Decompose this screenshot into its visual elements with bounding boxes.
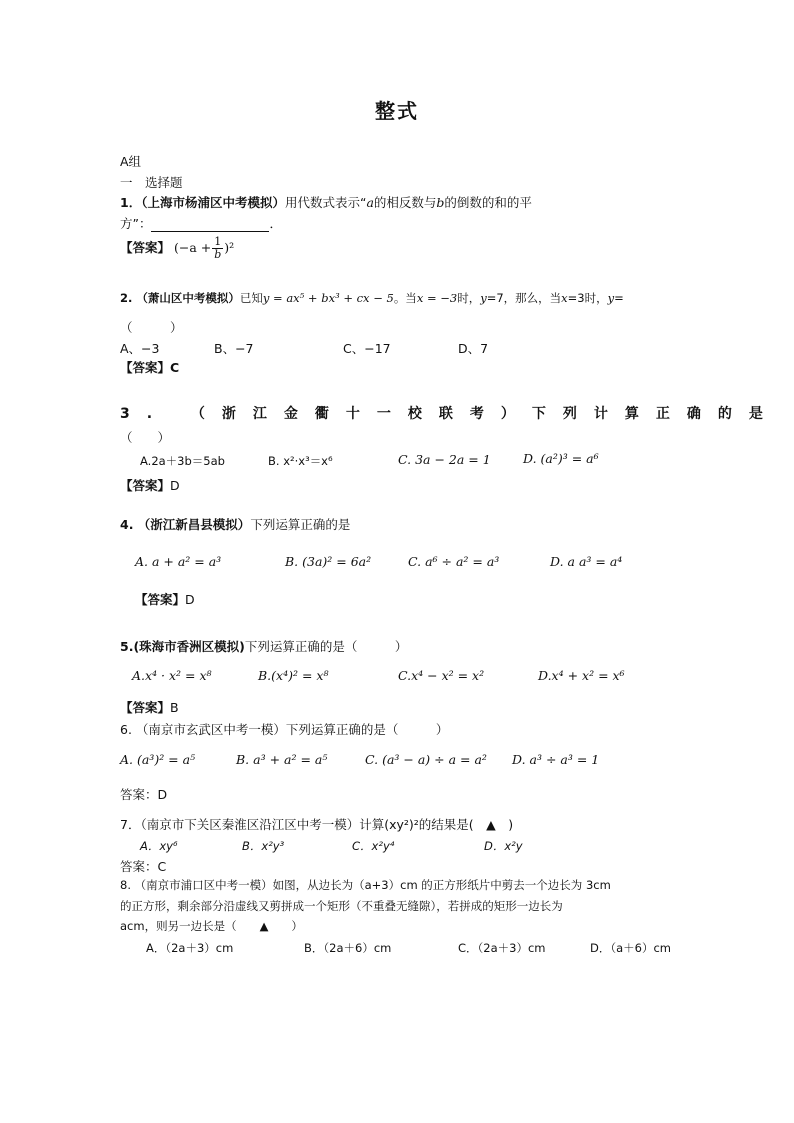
question-8-line-3: acm，则另一边长是（ ▲ ）	[120, 919, 303, 933]
question-1-line-1: 1．（上海市杨浦区中考模拟）用代数式表示“a的相反数与b的倒数的和的平	[120, 195, 532, 210]
question-5-option-b: B.(x⁴)² = x⁸	[258, 668, 329, 683]
question-3-option-c: C. 3a − 2a = 1	[398, 452, 491, 467]
question-6-option-d: D. a³ ÷ a³ = 1	[512, 752, 600, 767]
question-3-option-d: D. (a²)³ = a⁶	[523, 451, 599, 466]
question-7-option-c: C．x²y⁴	[352, 839, 395, 853]
question-3-line-1: 3. （浙江金衢十一校联考）下列计算正确的是	[120, 406, 780, 422]
question-7-option-b: B．x²y³	[242, 839, 285, 853]
question-7-option-a: A．xy⁶	[140, 839, 178, 853]
question-2-line-1: 2. （萧山区中考模拟）已知y = ax⁵ + bx³ + cx − 5。当x = −3时，y=7，那么，当x=3时，y=	[120, 291, 624, 305]
group-label: A组	[120, 154, 142, 169]
question-3-option-a: A.2a＋3b＝5ab	[140, 454, 225, 468]
question-5-answer: 【答案】B	[120, 700, 179, 715]
question-5-option-d: D.x⁴ + x² = x⁶	[538, 668, 625, 683]
question-8-option-a: A．（2a＋3）cm	[146, 941, 234, 955]
question-2-option-a: A、−3	[120, 341, 160, 356]
question-2-option-b: B、−7	[214, 341, 254, 356]
fraction: $\frac{1}{b}$	[214, 235, 222, 261]
page-title: 整式	[375, 99, 419, 123]
question-6-line-1: 6. （南京市玄武区中考一模）下列运算正确的是（ ）	[120, 722, 449, 737]
question-4-option-d: D. a a³ = a⁴	[550, 554, 623, 569]
question-4-option-c: C. a⁶ ÷ a² = a³	[408, 554, 500, 569]
question-8-line-2: 的正方形，剩余部分沿虚线又剪拼成一个矩形（不重叠无缝隙），若拼成的矩形一边长为	[120, 899, 563, 913]
question-4-option-a: A. a + a² = a³	[135, 554, 222, 569]
question-7-option-d: D．x²y	[484, 839, 523, 853]
question-8-option-b: B．（2a＋6）cm	[304, 941, 392, 955]
question-4-line-1: 4. （浙江新昌县模拟）下列运算正确的是	[120, 517, 351, 532]
question-4-option-b: B. (3a)² = 6a²	[285, 554, 372, 569]
question-8-option-d: D．（a＋6）cm	[590, 941, 671, 955]
question-5-option-a: A.x⁴ · x² = x⁸	[132, 668, 212, 683]
question-6-option-b: B. a³ + a² = a⁵	[236, 752, 328, 767]
section-heading: 一 选择题	[120, 175, 183, 190]
question-2-option-c: C、−17	[343, 341, 391, 356]
question-1-answer: 【答案】 (−a + $\frac{1}{b}$ )²	[120, 235, 235, 261]
question-3-option-b: B. x²·x³＝x⁶	[268, 454, 333, 468]
question-6-answer: 答案：D	[120, 787, 168, 802]
question-3-answer: 【答案】D	[120, 478, 180, 493]
answer-blank	[151, 219, 269, 232]
question-7-answer: 答案：C	[120, 859, 167, 874]
question-2-paren: （ ）	[120, 320, 183, 335]
question-7-line-1: 7．（南京市下关区秦淮区沿江区中考一模）计算(xy²)²的结果是( ▲ )	[120, 817, 514, 832]
question-8-option-c: C．（2a＋3）cm	[458, 941, 546, 955]
question-5-line-1: 5.(珠海市香洲区模拟)下列运算正确的是（ ）	[120, 639, 408, 654]
question-6-option-c: C. (a³ − a) ÷ a = a²	[365, 752, 487, 767]
question-6-option-a: A. (a³)² = a⁵	[120, 752, 196, 767]
question-8-line-1: 8. （南京市浦口区中考一模）如图，从边长为（a+3）cm 的正方形纸片中剪去一个边长为 3cm	[120, 878, 611, 892]
question-4-answer: 【答案】D	[135, 592, 195, 607]
question-1-line-2: 方”： ．	[120, 216, 282, 231]
question-2-option-d: D、7	[458, 341, 489, 356]
question-3-paren: （ ）	[120, 430, 171, 445]
question-5-option-c: C.x⁴ − x² = x²	[398, 668, 485, 683]
question-1-source: 1．（上海市杨浦区中考模拟）	[120, 195, 285, 210]
question-2-answer: 【答案】C	[120, 360, 180, 375]
